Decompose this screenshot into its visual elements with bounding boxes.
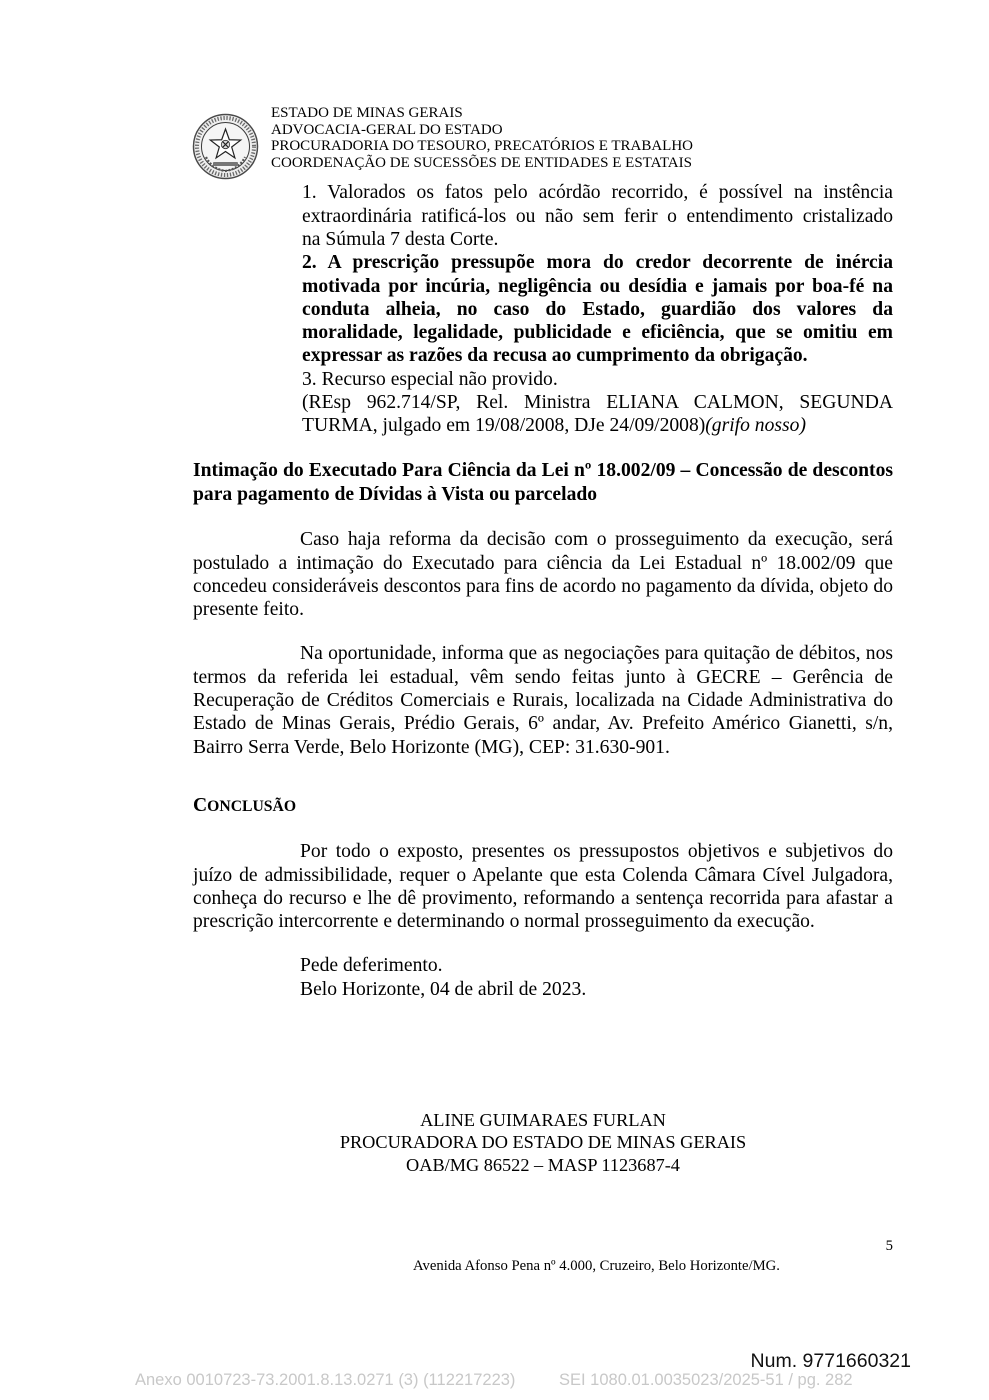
- paragraph-line: concedeu consideráveis descontos para fins de acordo no pagamento da dívida, objeto do: [193, 575, 893, 597]
- paragraph-line: termos da referida lei estadual, vêm sendo feitas junto à GECRE – Gerência de: [193, 666, 893, 688]
- paragraph: [193, 642, 893, 758]
- paragraph-line: postulado a intimação do Executado para ciência da Lei Estadual nº 18.002/09 que: [193, 552, 893, 574]
- paragraph-line: Bairro Serra Verde, Belo Horizonte (MG), CEP: 31.630-901.: [193, 736, 670, 758]
- citation-line: (REsp 962.714/SP, Rel. Ministra ELIANA CALMON, SEGUNDA: [302, 392, 893, 414]
- quote-line-bold: motivada por incúria, negligência ou desídia e jamais por boa-fé na: [302, 275, 893, 297]
- paragraph-line: Por todo o exposto, presentes os pressupostos objetivos e subjetivos do: [300, 841, 893, 863]
- quote-line: 3. Recurso especial não provido.: [302, 368, 558, 390]
- letterhead: [271, 105, 693, 171]
- section-heading-conclusion: CONCLUSÃO: [193, 795, 297, 817]
- place-and-date: Belo Horizonte, 04 de abril de 2023.: [300, 978, 587, 1000]
- footer-address: Avenida Afonso Pena nº 4.000, Cruzeiro, Belo Horizonte/MG.: [413, 1258, 780, 1274]
- quote-line: na Súmula 7 desta Corte.: [302, 228, 499, 250]
- document-number-stamp: Num. 9771660321: [750, 1350, 911, 1372]
- sei-reference: SEI 1080.01.0035023/2025-51 / pg. 282: [559, 1371, 853, 1389]
- paragraph: [193, 528, 893, 621]
- heading-line: Intimação do Executado Para Ciência da Lei nº 18.002/09 – Concessão de descontos: [193, 460, 893, 482]
- paragraph-line: presente feito.: [193, 599, 304, 621]
- quote-line-bold: 2. A prescrição pressupõe mora do credor decorrente de inércia: [302, 252, 893, 274]
- signature-block: [193, 1109, 893, 1177]
- letterhead-agency: ADVOCACIA-GERAL DO ESTADO: [271, 121, 503, 138]
- letterhead-coordination: COORDENAÇÃO DE SUCESSÕES DE ENTIDADES E ESTATAIS: [271, 154, 692, 171]
- paragraph-line: prescrição intercorrente e determinando o normal prosseguimento da execução.: [193, 911, 815, 933]
- signer-name: ALINE GUIMARAES FURLAN: [420, 1109, 666, 1130]
- section-heading-intimacao: [193, 459, 893, 506]
- signer-title: PROCURADORA DO ESTADO DE MINAS GERAIS: [339, 1132, 747, 1153]
- quote-line-bold: expressar as razões da recusa ao cumprimento da obrigação.: [302, 345, 808, 367]
- heading-line: para pagamento de Dívidas à Vista ou parcelado: [193, 483, 598, 505]
- paragraph-line: Recuperação de Créditos Comerciais e Rurais, localizada na Cidade Administrativa do: [193, 689, 893, 711]
- closing: [300, 954, 893, 1001]
- paragraph-line: Na oportunidade, informa que as negociações para quitação de débitos, nos: [300, 643, 893, 665]
- page-number: 5: [885, 1238, 893, 1254]
- paragraph-line: juízo de admissibilidade, requer o Apelante que esta Colenda Câmara Cível Julgadora,: [193, 864, 893, 886]
- quote-line-bold: conduta alheia, no caso do Estado, guardião dos valores da: [302, 298, 893, 320]
- annex-reference: Anexo 0010723-73.2001.8.13.0271 (3) (112217223): [135, 1371, 516, 1389]
- state-seal-icon: [192, 113, 259, 180]
- letterhead-state: ESTADO DE MINAS GERAIS: [271, 105, 463, 121]
- citation-text: TURMA, julgado em 19/08/2008, DJe 24/09/2008): [302, 415, 706, 437]
- quote-line: 1. Valorados os fatos pelo acórdão recorrido, é possível na instência: [302, 182, 893, 204]
- citation-line: [302, 414, 893, 437]
- letterhead-department: PROCURADORIA DO TESOURO, PRECATÓRIOS E TRABALHO: [271, 138, 693, 154]
- paragraph-line: conheça do recurso e lhe dê provimento, reformando a sentença recorrida para afastar a: [193, 887, 893, 909]
- quote-line: extraordinária ratificá-los ou não sem ferir o entendimento cristalizado: [302, 205, 893, 227]
- quoted-precedent: [302, 181, 893, 437]
- paragraph: [193, 840, 893, 933]
- paragraph-line: Caso haja reforma da decisão com o prosseguimento da execução, será: [300, 529, 893, 551]
- signer-registration: OAB/MG 86522 – MASP 1123687-4: [406, 1154, 680, 1175]
- emphasis-note: (grifo nosso): [705, 415, 806, 437]
- paragraph-line: Estado de Minas Gerais, Prédio Gerais, 6º andar, Av. Prefeito Américo Gianetti, s/n,: [193, 713, 893, 735]
- quote-line-bold: moralidade, legalidade, publicidade e eficiência, que se omitiu em: [302, 322, 893, 344]
- closing-request: Pede deferimento.: [300, 955, 443, 977]
